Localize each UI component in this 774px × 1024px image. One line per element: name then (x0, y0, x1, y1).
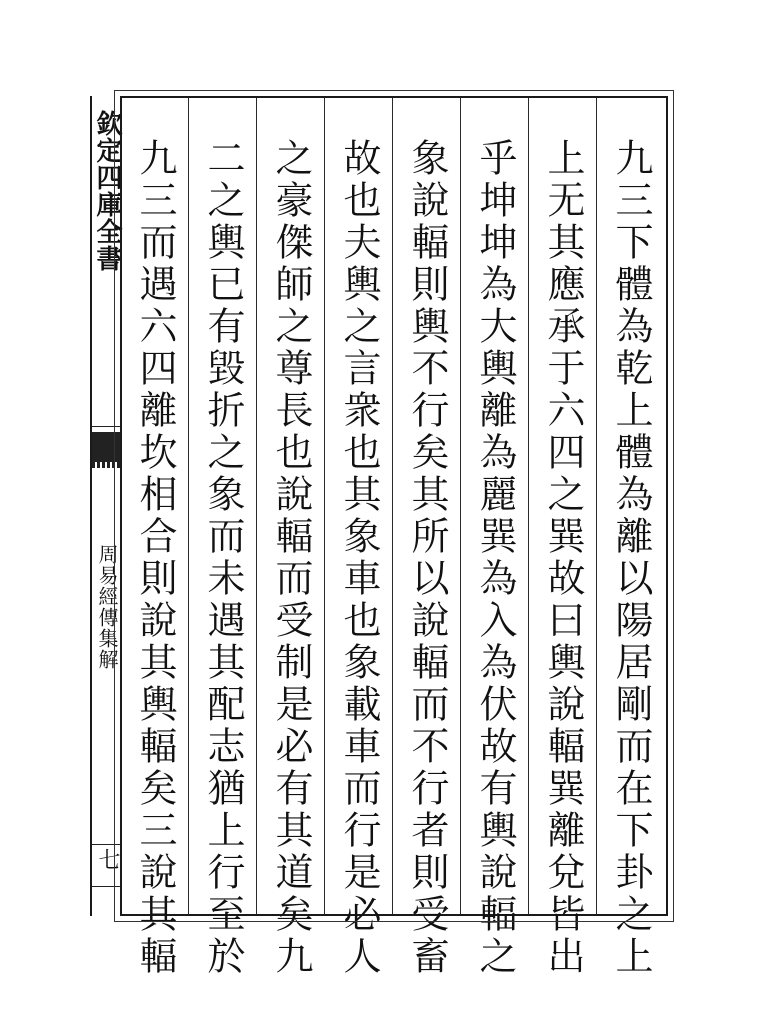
text-column-2: 上无其應承于六四之巽故曰輿說輻巽離兌皆出 (541, 138, 585, 978)
text-column-8: 九三而遇六四離坎相合則說其輿輻矣三說其輻 (133, 138, 177, 978)
column-rule (188, 98, 189, 914)
margin-divider (92, 844, 122, 845)
text-column-6: 之豪傑師之尊長也說輻而受制是必有其道矣九 (269, 138, 313, 978)
margin-divider (92, 426, 122, 427)
text-column-4: 象說輻則輿不行矣其所以說輻而不行者則受畜 (405, 138, 449, 978)
column-rule (256, 98, 257, 914)
text-column-1: 九三下體為乾上體為離以陽居剛而在下卦之上 (609, 138, 653, 978)
text-column-5: 故也夫輿之言衆也其象車也象載車而行是必人 (337, 138, 381, 978)
column-rule (528, 98, 529, 914)
book-title: 周易經傳集解 (95, 544, 119, 670)
margin-divider (92, 886, 122, 887)
fish-tail-mark (92, 432, 122, 462)
column-rule (324, 98, 325, 914)
text-frame (120, 96, 668, 978)
column-rule (392, 98, 393, 914)
collection-title: 欽定四庫全書 (92, 110, 122, 272)
text-column-3: 乎坤坤為大輿離為麗巽為入為伏故有輿說輻之 (473, 138, 517, 978)
page-number: 七 (95, 848, 120, 870)
column-rule (460, 98, 461, 914)
text-column-7: 二之輿已有毀折之象而未遇其配志猶上行至於 (201, 138, 245, 978)
column-rule (596, 98, 597, 914)
page-margin-column (90, 96, 120, 916)
